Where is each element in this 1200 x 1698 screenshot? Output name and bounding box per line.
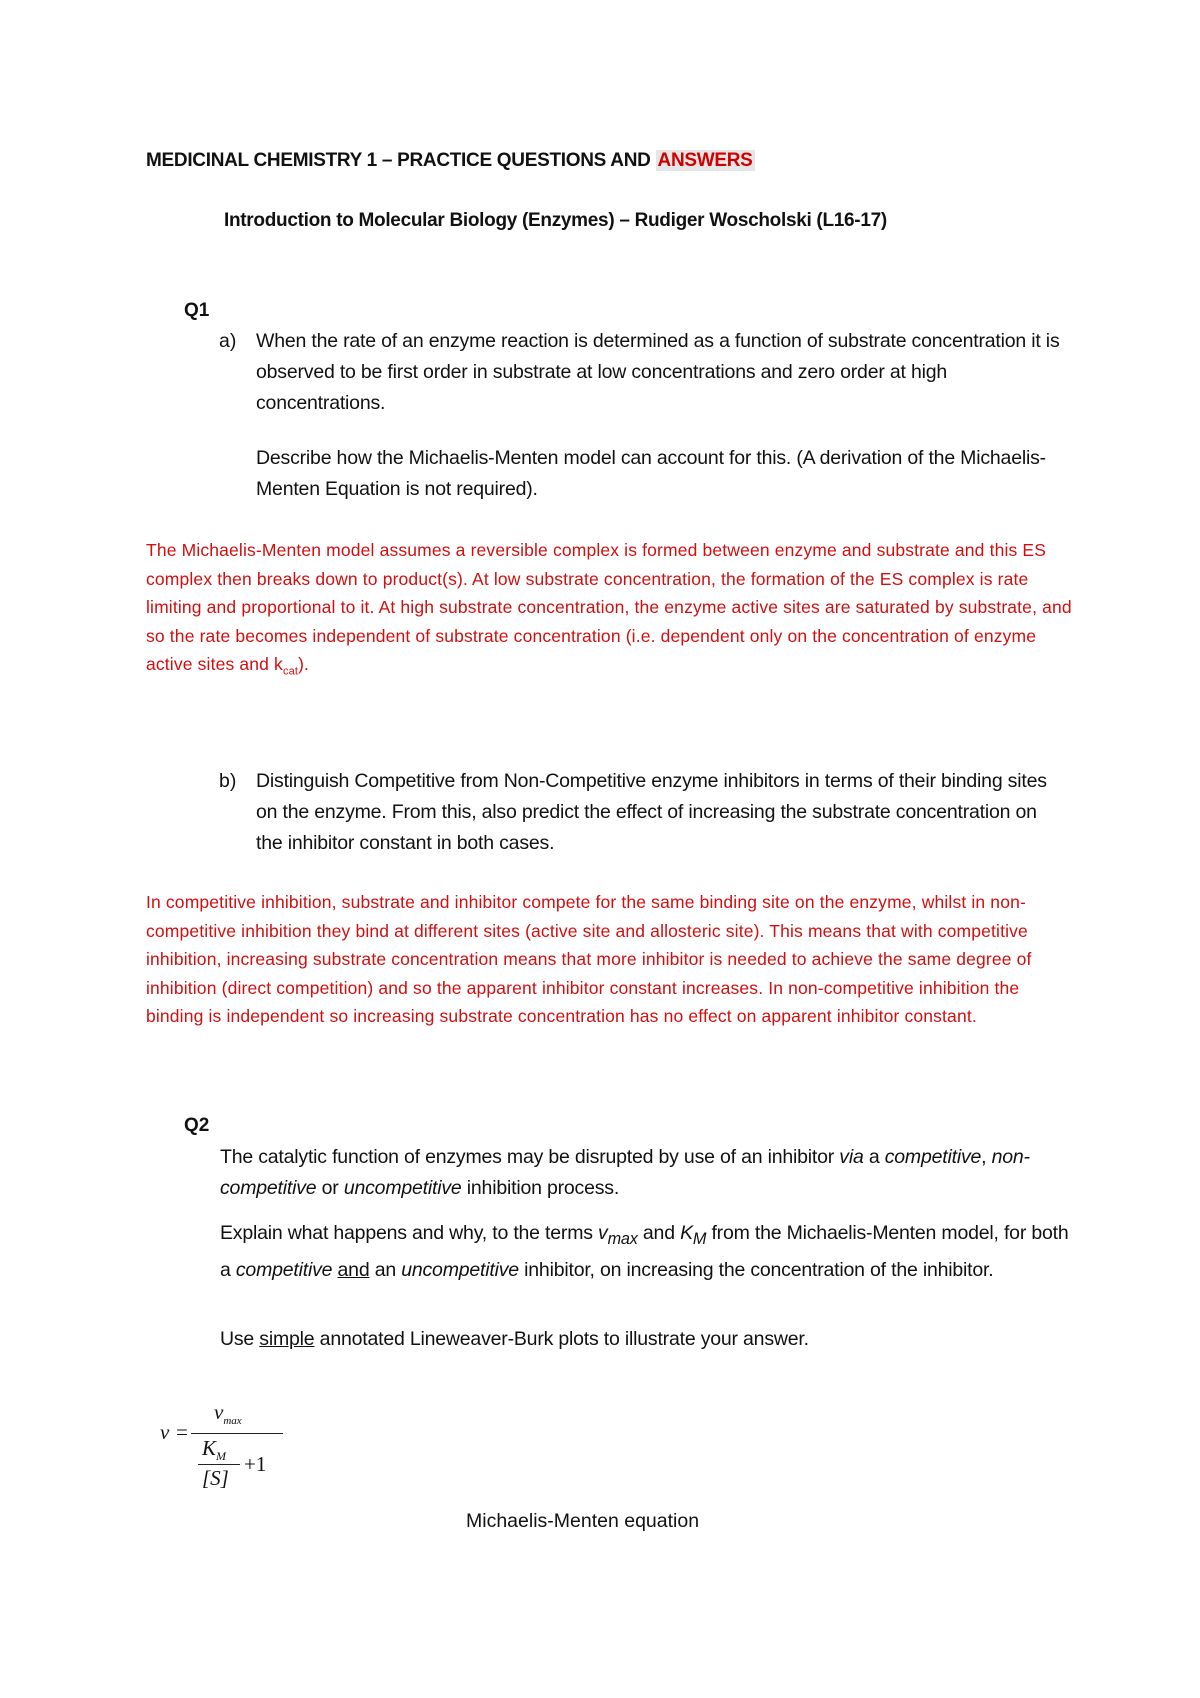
eq-lhs: v — [160, 1420, 170, 1444]
q1a-marker: a) — [219, 330, 237, 352]
q2-competitive: competitive — [884, 1146, 982, 1168]
q2-noncompetitive: non-competitive — [220, 1146, 1030, 1199]
q2-p1-end: inhibition process. — [466, 1177, 620, 1199]
q2-and: and — [642, 1222, 675, 1244]
eq-substrate: [S] — [202, 1466, 229, 1490]
eq-v: v — [214, 1400, 224, 1424]
km-symbol: K — [680, 1222, 693, 1244]
q1a-answer-end: ). — [298, 654, 310, 674]
q2-p2-competitive: competitive — [235, 1258, 333, 1281]
q2-p2-end: inhibitor, on increasing the concentration of the inhibitor. — [524, 1258, 994, 1281]
eq-plus-one: +1 — [244, 1452, 267, 1476]
q1a-prompt: Describe how the Michaelis-Menten model can account for this. (A derivation of the Michaelis-Menten Equation is not required). — [256, 447, 1046, 500]
kcat-subscript: cat — [282, 665, 299, 678]
equation-caption: Michaelis-Menten equation — [466, 1510, 700, 1532]
q2-via: via — [839, 1146, 864, 1168]
q2-p2-mid: from the Michaelis-Menten model, for both a — [220, 1222, 1069, 1281]
km-subscript: M — [692, 1229, 707, 1248]
michaelis-menten-equation — [158, 1400, 308, 1500]
q2-comma: , — [981, 1146, 987, 1168]
title-text: MEDICINAL CHEMISTRY 1 – PRACTICE QUESTIONS AND — [146, 150, 651, 171]
q2-p1-a: a — [868, 1146, 880, 1168]
eq-inner-fraction-bar — [198, 1464, 240, 1465]
q1a-answer — [146, 536, 1076, 686]
page-title — [146, 150, 755, 172]
eq-main-fraction-bar — [191, 1433, 283, 1434]
q1b-question: Distinguish Competitive from Non-Competitive enzyme inhibitors in terms of their binding sites on the enzyme. From this, also predict the effect of increasing the substrate concentration on the inhibitor constant in both cases. — [256, 770, 1047, 854]
q2-p3-end: annotated Lineweaver-Burk plots to illustrate your answer. — [319, 1328, 809, 1350]
answers-highlight: ANSWERS — [657, 150, 753, 171]
q1-heading: Q1 — [184, 300, 210, 321]
eq-equals: = — [176, 1420, 188, 1444]
q1b-answer: In competitive inhibition, substrate and inhibitor compete for the same binding site on the enzyme, whilst in non-competitive inhibition they bind at different sites (active site and allosteric site). This means that with competitive inhibition, increasing substrate concentration means that more inhibitor is needed to achieve the same degree of inhibition (direct competition) and so the apparent inhibitor constant increases. In non-competitive inhibition the binding is independent so increasing substrate concentration has no effect on apparent inhibitor constant. — [146, 892, 1032, 1026]
q2-use: Use — [220, 1328, 255, 1350]
q2-p1-text: The catalytic function of enzymes may be disrupted by use of an inhibitor — [220, 1146, 835, 1168]
eq-km — [202, 1436, 226, 1464]
q2-heading: Q2 — [184, 1115, 210, 1136]
page-subtitle: Introduction to Molecular Biology (Enzymes) – Rudiger Woscholski (L16-17) — [224, 210, 887, 231]
q2-p2-an: an — [374, 1258, 396, 1281]
q1a-question: When the rate of an enzyme reaction is determined as a function of substrate concentration it is observed to be first order in substrate at low concentrations and zero order at high concentrations. — [256, 330, 1060, 414]
eq-k: K — [202, 1436, 217, 1460]
vmax-subscript: max — [607, 1229, 638, 1248]
eq-max: max — [223, 1415, 242, 1428]
q2-simple-underlined: simple — [259, 1328, 315, 1350]
q2-paragraph-1 — [220, 1142, 1080, 1204]
q2-p2-uncompetitive: uncompetitive — [401, 1258, 519, 1281]
q2-p2-and-underlined: and — [337, 1258, 370, 1281]
q2-p2-text: Explain what happens and why, to the terms — [220, 1222, 593, 1244]
q2-or: or — [321, 1177, 339, 1199]
q1b-marker: b) — [219, 770, 237, 792]
q1a-answer-text: The Michaelis-Menten model assumes a reversible complex is formed between enzyme and substrate and this ES complex then breaks down to product(s). At low substrate concentration, the formation of the ES complex is rate limiting and proportional to it. At high substrate concentration, the enzyme active sites are saturated by substrate, and so the rate becomes independent of substrate concentration (i.e. dependent only on the concentration of enzyme active sites and k — [146, 540, 1072, 674]
eq-numerator — [214, 1400, 242, 1427]
eq-m: M — [216, 1449, 227, 1464]
q2-paragraph-2 — [220, 1218, 1080, 1286]
vmax-symbol: v — [598, 1222, 608, 1244]
q2-uncompetitive: uncompetitive — [343, 1177, 462, 1199]
q2-paragraph-3 — [220, 1324, 1080, 1355]
